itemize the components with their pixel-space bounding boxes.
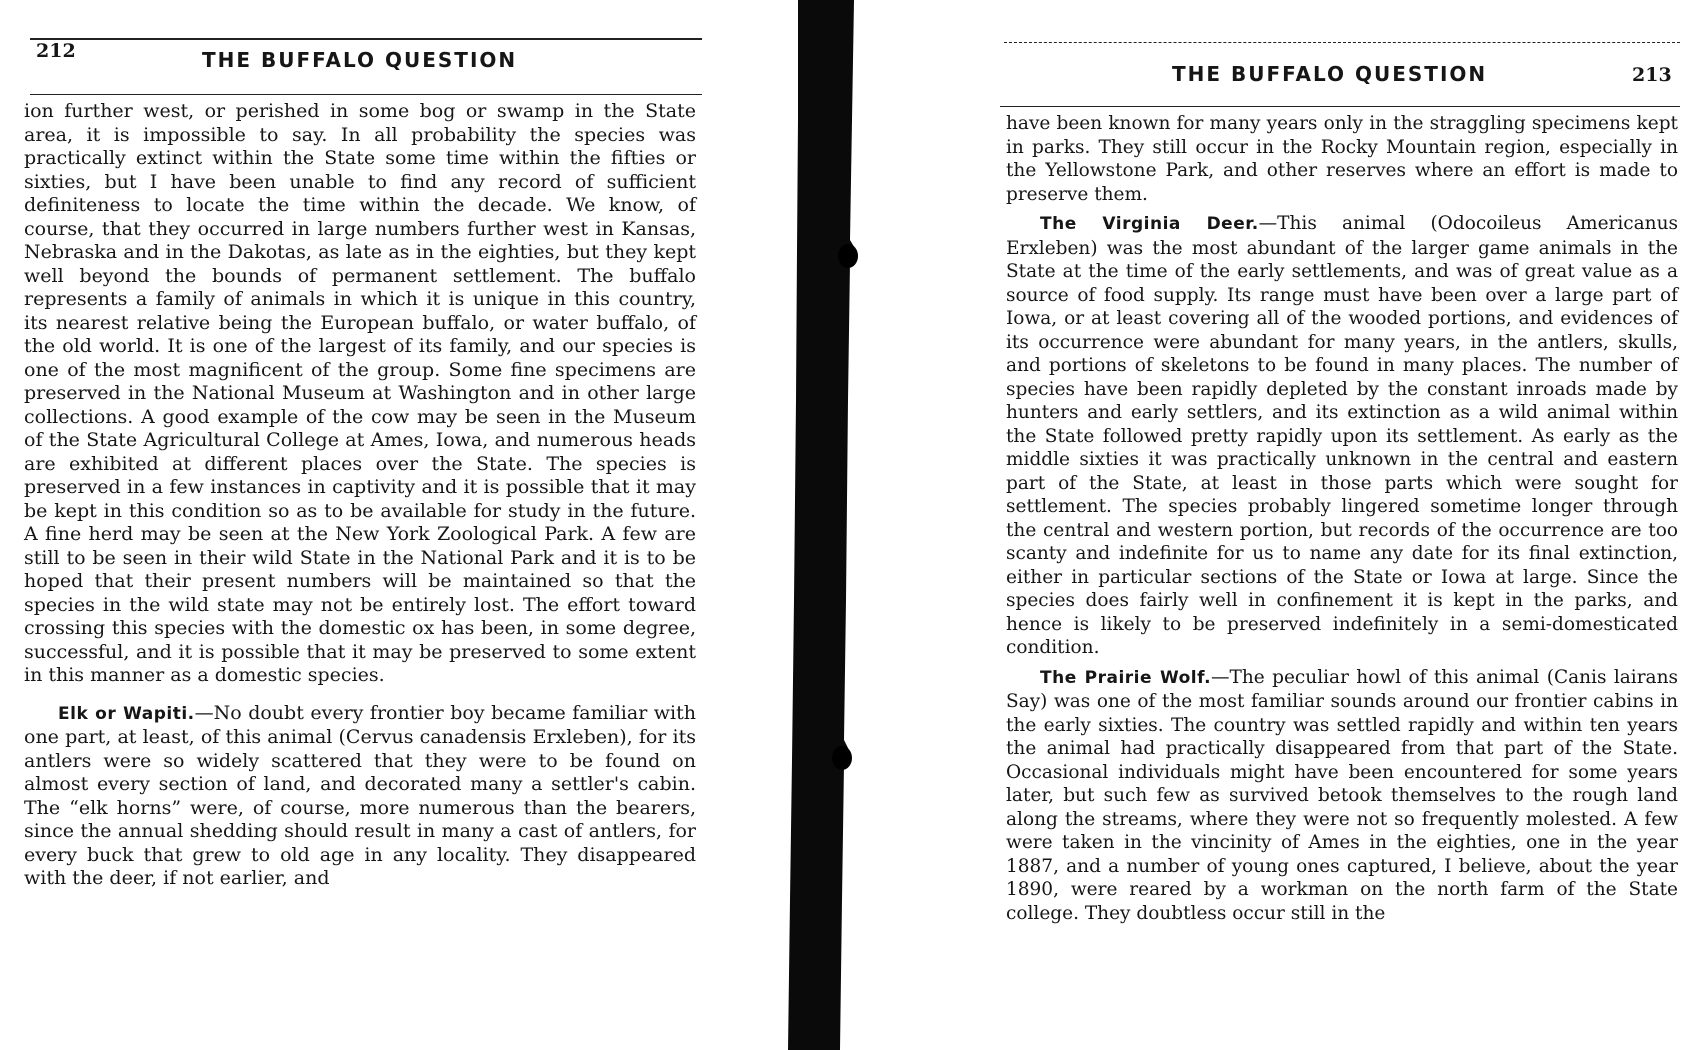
- paragraph-text: have been known for many years only in the straggling specimens kept in parks. They still occur in the Rocky Mountain region, especially in the Yellowstone Park, and other reserves where an effort is made to preserve them.: [1006, 113, 1678, 205]
- running-head: THE BUFFALO QUESTION: [202, 48, 518, 72]
- header-rule: [30, 94, 702, 95]
- top-rule: [1004, 42, 1680, 43]
- page-number: 212: [36, 40, 76, 62]
- paragraph: [1006, 666, 1678, 926]
- punch-hole: [838, 244, 858, 268]
- page-number: 213: [1632, 64, 1672, 86]
- paragraph-text: ion further west, or perished in some bog or swamp in the State area, it is impossible to say. In all probability the species was practically extinct within the State some time within the fifties or sixties, but I have been unable to find any record of sufficient definiteness to locate the time within the decade. We know, of course, that they occurred in large numbers further west in Kansas, Nebraska and in the Dakotas, as late as in the eighties, but they kept well beyond the bounds of permanent settlement. The buffalo represents a family of animals in which it is unique in this country, its nearest relative being the European buffalo, or water buffalo, of the old world. It is one of the largest of its family, and our species is one of the most magnificent of the group. Some fine specimens are preserved in the National Museum at Washington and in other large collections. A good example of the cow may be seen in the Museum of the State Agricultural College at Ames, Iowa, and numerous heads are exhibited at different places over the State. The species is preserved in a few instances in captivity and it is possible that it may be kept in this condition so as to be available for study in the future. A fine herd may be seen at the New York Zoological Park. A few are still to be seen in their wild State in the National Park and it is to be hoped that their present numbers will be maintained so that the species in the wild state may not be entirely lost. The effort toward crossing this species with the domestic ox has been, in some degree, successful, and it is possible that it may be preserved to some extent in this manner as a domestic species.: [24, 100, 696, 686]
- page-body: [24, 100, 696, 891]
- paragraph: [24, 100, 696, 688]
- right-page: [880, 0, 1690, 1050]
- paragraph-text: —No doubt every frontier boy became familiar with one part, at least, of this animal (Cervus canadensis Erxleben), for its antlers were so widely scattered that they were to be found on almost every section of land, and decorated many a settler's cabin. The “elk horns” were, of course, more numerous than the bearers, since the annual shedding should result in many a cast of antlers, for every buck that grew to old age in any locality. They disappeared with the deer, if not earlier, and: [24, 701, 696, 889]
- paragraph-text: —This animal (Odocoileus Americanus Erxleben) was the most abundant of the larger game animals in the State at the time of the early settlements, and was of great value as a source of food supply. Its range must have been over a large part of Iowa, or at least covering all of the wooded portions, and evidences of its occurrence were abundant for many years, in the antlers, skulls, and portions of skeletons to be found in many places. The number of species have been rapidly depleted by the constant inroads made by hunters and early settlers, and its extinction as a wild animal within the State followed pretty rapidly upon its settlement. As early as the middle sixties it was practically unknown in the central and eastern part of the State, at least in those parts which were sought for settlement. The species probably lingered sometime longer through the central and western portion, but records of the occurrence are too scanty and indefinite for us to name any date for its final extinction, either in particular sections of the State or Iowa at large. Since the species does fairly well in confinement it is kept in the parks, and hence is likely to be preserved indefinitely in a semi-domesticated condition.: [1006, 213, 1678, 658]
- running-head: THE BUFFALO QUESTION: [1172, 62, 1488, 86]
- left-page: [0, 0, 800, 1050]
- section-lead: Elk or Wapiti.: [58, 703, 195, 724]
- section-lead: The Prairie Wolf.: [1040, 667, 1212, 688]
- paragraph: [1006, 112, 1678, 206]
- binding-gutter: [770, 0, 865, 1050]
- paragraph: [1006, 212, 1678, 660]
- page-body: [1006, 112, 1678, 925]
- gutter-shadow: [788, 0, 856, 1050]
- paragraph-text: —The peculiar howl of this animal (Canis lairans Say) was one of the most familiar sounds around our frontier cabins in the early sixties. The country was settled rapidly and within ten years the animal had practically disappeared from that part of the State. Occasional individuals might have been encountered for some years later, but such few as survived betook themselves to the rough land along the streams, where they were not so frequently molested. A few were taken in the vincinity of Ames in the eighties, one in the year 1887, and a number of young ones captured, I believe, about the year 1890, were reared by a workman on the north farm of the State college. They doubtless occur still in the: [1006, 666, 1678, 924]
- section-lead: The Virginia Deer.: [1040, 214, 1259, 234]
- punch-hole: [832, 746, 852, 770]
- paragraph: [24, 702, 696, 891]
- header-rule: [1000, 106, 1680, 107]
- top-rule: [30, 38, 702, 40]
